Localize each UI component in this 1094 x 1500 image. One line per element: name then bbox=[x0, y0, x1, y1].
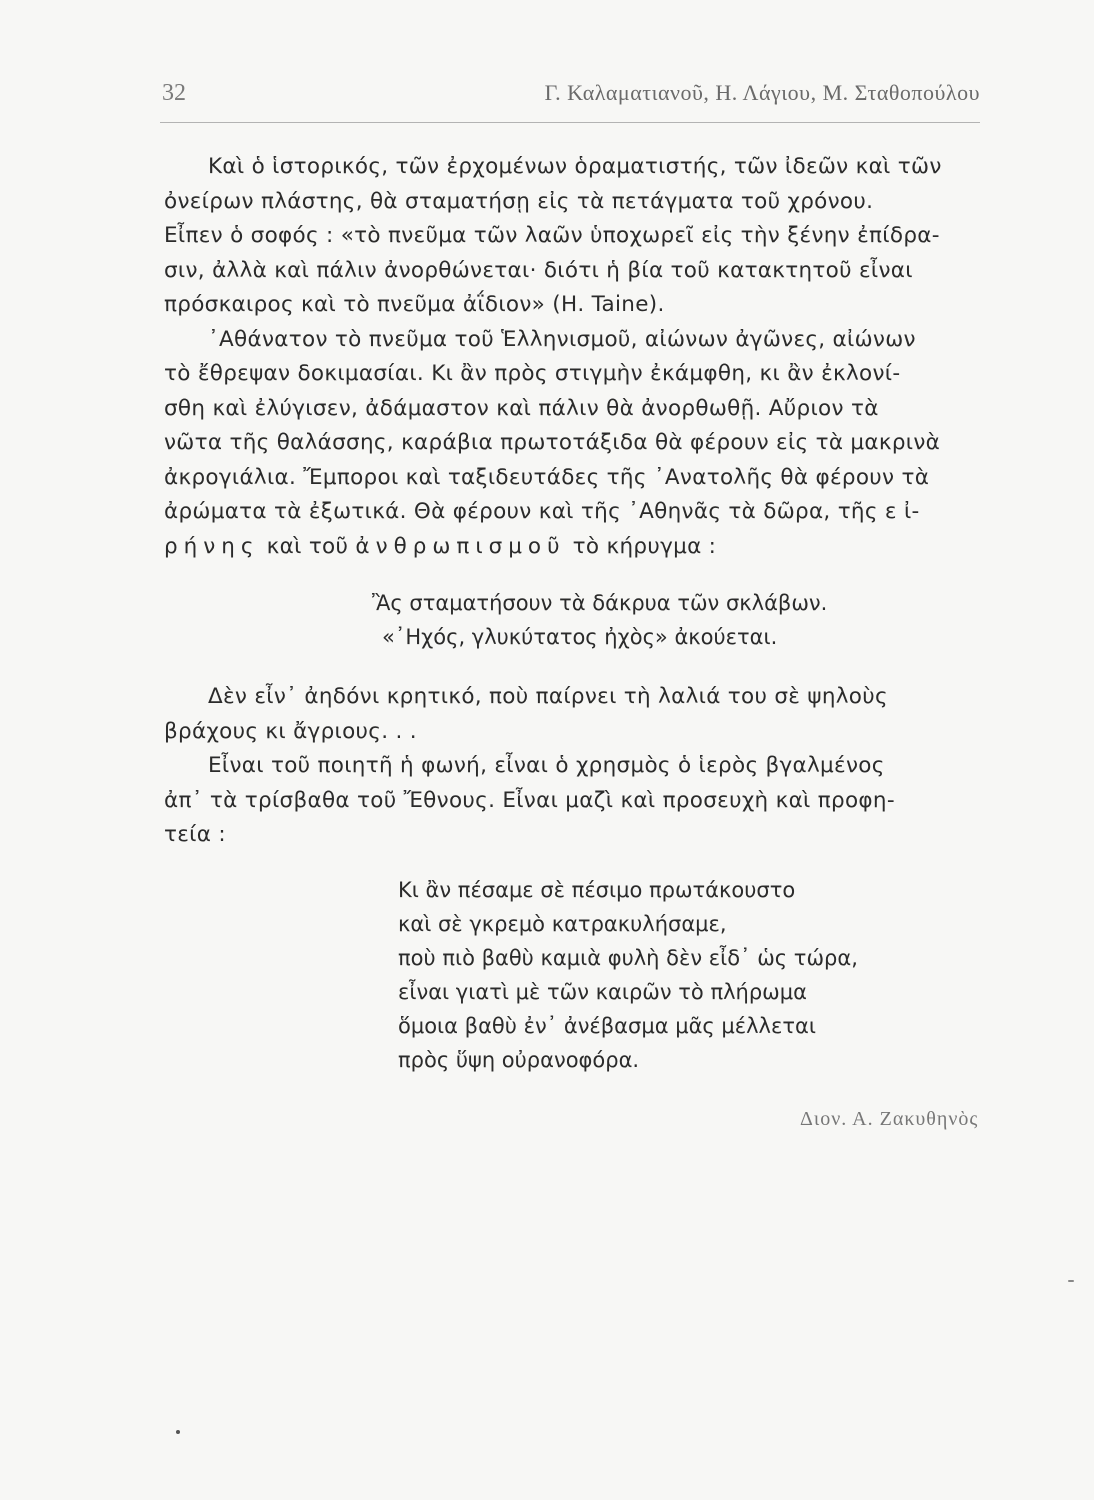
text-line: τὸ ἔθρεψαν δοκιμασίαι. Κι ἂν πρὸς στιγμὴν ἐκάμφθη, κι ἂν ἐκλονί- bbox=[164, 361, 901, 386]
header-rule bbox=[160, 122, 980, 123]
text-line: ἀπ᾿ τὰ τρίσβαθα τοῦ Ἔθνους. Εἶναι μαζὶ καὶ προσευχὴ καὶ προφη- bbox=[164, 787, 895, 813]
spaced-word: ἀνθρωπισμοῦ bbox=[355, 533, 566, 559]
verse-line: καὶ σὲ γκρεμὸ κατρακυλήσαμε, bbox=[398, 912, 727, 936]
text-line: Δὲν εἶν᾿ ἀηδόνι κρητικό, ποὺ παίρνει τὴ λαλιά του σὲ ψηλοὺς bbox=[208, 684, 888, 709]
verse-line: Κι ἂν πέσαμε σὲ πέσιμο πρωτάκουστο bbox=[398, 878, 796, 902]
text-line: πρόσκαιρος καὶ τὸ πνεῦμα ἀΐδιον» (Η. Taine). bbox=[164, 292, 665, 317]
text-line: ἀκρογιάλια. Ἔμποροι καὶ ταξιδευτάδες τῆς ᾿Ανατολῆς θὰ φέρουν τὰ bbox=[164, 464, 930, 490]
scan-speck bbox=[176, 1430, 180, 1434]
page-header bbox=[162, 74, 980, 114]
text-line: νῶτα τῆς θαλάσσης, καράβια πρωτοτάξιδα θὰ φέρουν εἰς τὰ μακρινὰ bbox=[164, 430, 941, 455]
text-fragment: καὶ τοῦ bbox=[259, 533, 356, 559]
running-head: Γ. Καλαματιανοῦ, Η. Λάγιου, Μ. Σταθοπούλου bbox=[544, 80, 980, 105]
verse-line: ὅμοια βαθὺ ἐν᾿ ἀνέβασμα μᾶς μέλλεται bbox=[398, 1014, 816, 1038]
text-line: ἀρώματα τὰ ἐξωτικά. Θὰ φέρουν καὶ τῆς ᾿Αθηνᾶς τὰ δῶρα, τῆς ε ἰ- bbox=[164, 499, 920, 524]
scan-speck bbox=[1068, 1280, 1074, 1282]
prose-section-2 bbox=[164, 680, 982, 853]
text-line: σιν, ἀλλὰ καὶ πάλιν ἀνορθώνεται· διότι ἡ βία τοῦ κατακτητοῦ εἶναι bbox=[164, 257, 913, 283]
page-number: 32 bbox=[162, 80, 186, 106]
text-line: ὀνείρων πλάστης, θὰ σταματήσῃ εἰς τὰ πετάγματα τοῦ χρόνου. bbox=[164, 188, 874, 214]
verse-line: ποὺ πιὸ βαθὺ καμιὰ φυλὴ δὲν εἶδ᾿ ὡς τώρα, bbox=[398, 946, 858, 970]
verse-line: «᾿Ηχός, γλυκύτατος ἠχὸς» ἀκούεται. bbox=[382, 625, 778, 649]
text-line: Εἶναι τοῦ ποιητῆ ἡ φωνή, εἶναι ὁ χρησμὸς ὁ ἱερὸς βγαλμένος bbox=[208, 753, 885, 778]
verse-block-2 bbox=[398, 873, 858, 1077]
text-line bbox=[164, 530, 982, 565]
text-line: ᾿Αθάνατον τὸ πνεῦμα τοῦ Ἑλληνισμοῦ, αἰώνων ἀγῶνες, αἰώνων bbox=[208, 326, 916, 352]
text-line: Εἶπεν ὁ σοφός : «τὸ πνεῦμα τῶν λαῶν ὑποχωρεῖ εἰς τὴν ξένην ἐπίδρα- bbox=[164, 223, 940, 248]
prose-section-1 bbox=[164, 150, 982, 564]
text-line: Καὶ ὁ ἱστορικός, τῶν ἐρχομένων ὁραματιστής, τῶν ἰδεῶν καὶ τῶν bbox=[208, 154, 942, 179]
text-fragment: τὸ κήρυγμα : bbox=[565, 533, 717, 559]
spaced-word: ρήνης bbox=[164, 533, 260, 559]
text-line: τεία : bbox=[164, 822, 226, 847]
text-line: βράχους κι ἄγριους. . . bbox=[164, 718, 417, 744]
text-line: σθη καὶ ἐλύγισεν, ἀδάμαστον καὶ πάλιν θὰ ἀνορθωθῇ. Αὔριον τὰ bbox=[164, 395, 879, 421]
author-signature: Διον. Α. Ζακυθηνὸς bbox=[800, 1108, 979, 1130]
verse-block-1 bbox=[372, 586, 827, 654]
verse-line: πρὸς ὕψη οὐρανοφόρα. bbox=[398, 1048, 640, 1072]
verse-line: εἶναι γιατὶ μὲ τῶν καιρῶν τὸ πλήρωμα bbox=[398, 980, 807, 1004]
verse-line: Ἂς σταματήσουν τὰ δάκρυα τῶν σκλάβων. bbox=[372, 591, 828, 615]
